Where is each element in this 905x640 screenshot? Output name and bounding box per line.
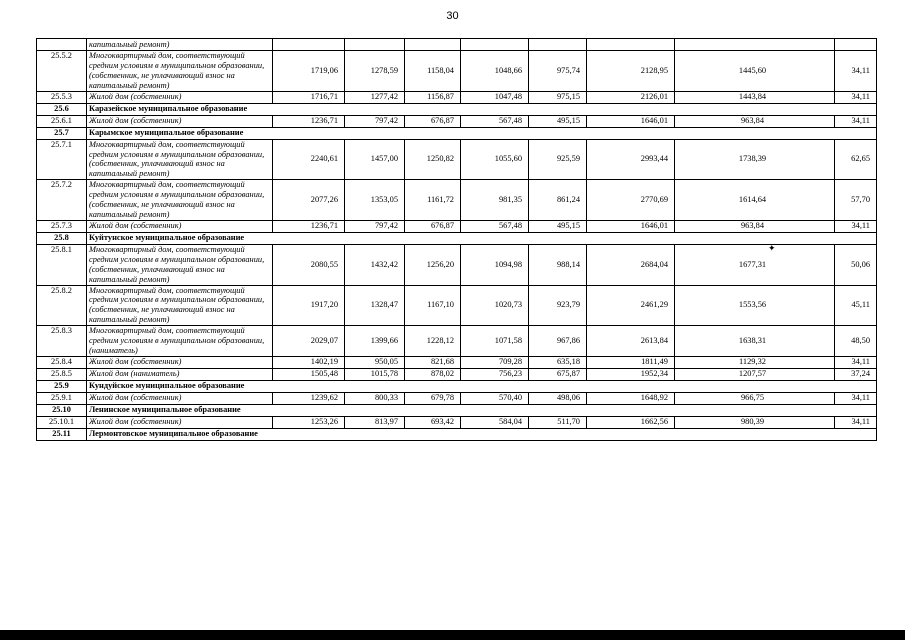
row-value: 676,87	[405, 220, 461, 232]
row-value: 1236,71	[273, 115, 345, 127]
row-value: 1677,31	[675, 244, 835, 285]
row-value: 800,33	[345, 392, 405, 404]
row-description: Жилой дом (собственник)	[87, 416, 273, 428]
row-value: 925,59	[529, 139, 587, 180]
row-value: 1228,12	[405, 326, 461, 357]
row-value: 567,48	[461, 115, 529, 127]
row-value	[835, 39, 877, 51]
row-value: 50,06	[835, 244, 877, 285]
row-value: 967,86	[529, 326, 587, 357]
row-value: 584,04	[461, 416, 529, 428]
row-value	[273, 39, 345, 51]
row-description: Многоквартирный дом, соответствующий средним условиям в муниципальном образовании, (собственник, не уплачивающий взнос на капитальный ремонт)	[87, 180, 273, 221]
table-body	[37, 39, 877, 441]
row-description: Жилой дом (собственник)	[87, 392, 273, 404]
section-code: 25.10	[37, 404, 87, 416]
row-code	[37, 39, 87, 51]
row-value: 1015,78	[345, 368, 405, 380]
row-description: Жилой дом (наниматель)	[87, 368, 273, 380]
section-title: Лермонтовское муниципальное образование	[87, 428, 877, 440]
row-value: 62,65	[835, 139, 877, 180]
row-value: 2770,69	[587, 180, 675, 221]
row-code: 25.7.1	[37, 139, 87, 180]
row-description: Многоквартирный дом, соответствующий средним условиям в муниципальном образовании, (собственник, уплачивающий взнос на капитальный ремонт)	[87, 139, 273, 180]
row-value: 1236,71	[273, 220, 345, 232]
row-value: 1738,39	[675, 139, 835, 180]
row-value: 1402,19	[273, 356, 345, 368]
row-description: Многоквартирный дом, соответствующий средним условиям в муниципальном образовании, (собственник, не уплачивающий взнос на капитальный ремонт)	[87, 51, 273, 92]
section-row	[37, 103, 877, 115]
row-value: 878,02	[405, 368, 461, 380]
section-row	[37, 404, 877, 416]
row-value: 2993,44	[587, 139, 675, 180]
table-row	[37, 326, 877, 357]
row-value: 34,11	[835, 392, 877, 404]
row-value: 37,24	[835, 368, 877, 380]
row-value: 1239,62	[273, 392, 345, 404]
row-value	[587, 39, 675, 51]
row-value: 34,11	[835, 91, 877, 103]
row-value: 676,87	[405, 115, 461, 127]
row-value: 2128,95	[587, 51, 675, 92]
row-value: 34,11	[835, 416, 877, 428]
row-value: 1614,64	[675, 180, 835, 221]
row-value: 1250,82	[405, 139, 461, 180]
row-value: 511,70	[529, 416, 587, 428]
table-row	[37, 91, 877, 103]
row-description: Жилой дом (собственник)	[87, 91, 273, 103]
row-value: 1443,84	[675, 91, 835, 103]
row-value: 1129,32	[675, 356, 835, 368]
row-value: 567,48	[461, 220, 529, 232]
row-value: 1432,42	[345, 244, 405, 285]
row-value	[345, 39, 405, 51]
row-value: 797,42	[345, 115, 405, 127]
row-code: 25.8.4	[37, 356, 87, 368]
table-row	[37, 244, 877, 285]
row-code: 25.8.1	[37, 244, 87, 285]
row-value: 48,50	[835, 326, 877, 357]
row-value: 1020,73	[461, 285, 529, 326]
row-value: 1253,26	[273, 416, 345, 428]
row-description: Многоквартирный дом, соответствующий средним условиям в муниципальном образовании, (собственник, уплачивающий взнос на капитальный ремонт)	[87, 244, 273, 285]
row-value: 1445,60	[675, 51, 835, 92]
row-value: 2613,84	[587, 326, 675, 357]
row-value: 821,68	[405, 356, 461, 368]
row-value: 1646,01	[587, 220, 675, 232]
row-value: 963,84	[675, 115, 835, 127]
table-row	[37, 115, 877, 127]
row-value: 756,23	[461, 368, 529, 380]
row-value: 1094,98	[461, 244, 529, 285]
row-value: 963,84	[675, 220, 835, 232]
row-value: 861,24	[529, 180, 587, 221]
table-row	[37, 368, 877, 380]
tariff-table-container	[36, 38, 876, 441]
section-title: Кундуйское муниципальное образование	[87, 380, 877, 392]
table-row	[37, 220, 877, 232]
row-value: 1328,47	[345, 285, 405, 326]
table-row	[37, 392, 877, 404]
scan-bottom-edge	[0, 630, 905, 640]
section-code: 25.11	[37, 428, 87, 440]
row-description: Жилой дом (собственник)	[87, 356, 273, 368]
row-value: 950,05	[345, 356, 405, 368]
row-value: 1158,04	[405, 51, 461, 92]
row-value: 1071,58	[461, 326, 529, 357]
row-code: 25.8.3	[37, 326, 87, 357]
row-value: 693,42	[405, 416, 461, 428]
row-value: 1399,66	[345, 326, 405, 357]
row-value: 1457,00	[345, 139, 405, 180]
row-value: 1719,06	[273, 51, 345, 92]
row-value: 2240,61	[273, 139, 345, 180]
row-value: 1256,20	[405, 244, 461, 285]
row-value: 1161,72	[405, 180, 461, 221]
row-value: 2029,07	[273, 326, 345, 357]
row-value: 1811,49	[587, 356, 675, 368]
row-value: 34,11	[835, 115, 877, 127]
row-value: 975,74	[529, 51, 587, 92]
row-value: 1048,66	[461, 51, 529, 92]
section-row	[37, 127, 877, 139]
row-value: 813,97	[345, 416, 405, 428]
row-value: 34,11	[835, 51, 877, 92]
row-value: 1047,48	[461, 91, 529, 103]
section-row	[37, 428, 877, 440]
row-value	[461, 39, 529, 51]
row-description: Жилой дом (собственник)	[87, 220, 273, 232]
row-value: 1648,92	[587, 392, 675, 404]
row-value: 635,18	[529, 356, 587, 368]
table-row	[37, 139, 877, 180]
row-value: 1553,56	[675, 285, 835, 326]
row-value: 1277,42	[345, 91, 405, 103]
row-value: 495,15	[529, 220, 587, 232]
row-code: 25.5.2	[37, 51, 87, 92]
row-description: Многоквартирный дом, соответствующий средним условиям в муниципальном образовании, (наниматель)	[87, 326, 273, 357]
row-value: 34,11	[835, 356, 877, 368]
section-title: Куйтунское муниципальное образование	[87, 232, 877, 244]
row-value: 57,70	[835, 180, 877, 221]
row-value	[529, 39, 587, 51]
row-value	[675, 39, 835, 51]
row-value	[405, 39, 461, 51]
row-value: 2461,29	[587, 285, 675, 326]
row-value: 1716,71	[273, 91, 345, 103]
row-code: 25.10.1	[37, 416, 87, 428]
row-value: 1917,20	[273, 285, 345, 326]
row-value: 1156,87	[405, 91, 461, 103]
row-value: 1055,60	[461, 139, 529, 180]
row-value: 2126,01	[587, 91, 675, 103]
row-value: 980,39	[675, 416, 835, 428]
section-title: Ленинское муниципальное образование	[87, 404, 877, 416]
section-code: 25.9	[37, 380, 87, 392]
row-value: 2684,04	[587, 244, 675, 285]
row-description: капитальный ремонт)	[87, 39, 273, 51]
row-value: 975,15	[529, 91, 587, 103]
row-code: 25.8.5	[37, 368, 87, 380]
section-code: 25.7	[37, 127, 87, 139]
table-row	[37, 416, 877, 428]
section-code: 25.8	[37, 232, 87, 244]
row-value: 1638,31	[675, 326, 835, 357]
table-row	[37, 285, 877, 326]
row-value: 498,06	[529, 392, 587, 404]
table-row	[37, 39, 877, 51]
row-code: 25.9.1	[37, 392, 87, 404]
row-code: 25.6.1	[37, 115, 87, 127]
table-row	[37, 356, 877, 368]
row-description: Жилой дом (собственник)	[87, 115, 273, 127]
section-title: Каразейское муниципальное образование	[87, 103, 877, 115]
scan-mark-icon: ✦	[768, 243, 776, 253]
row-value: 45,11	[835, 285, 877, 326]
row-value: 1662,56	[587, 416, 675, 428]
row-value: 1952,34	[587, 368, 675, 380]
row-code: 25.7.2	[37, 180, 87, 221]
section-code: 25.6	[37, 103, 87, 115]
row-description: Многоквартирный дом, соответствующий средним условиям в муниципальном образовании, (собственник, не уплачивающий взнос на капитальный ремонт)	[87, 285, 273, 326]
row-value: 34,11	[835, 220, 877, 232]
row-value: 1167,10	[405, 285, 461, 326]
row-value: 2080,55	[273, 244, 345, 285]
page-number: 30	[446, 10, 459, 22]
row-value: 797,42	[345, 220, 405, 232]
row-value: 1505,48	[273, 368, 345, 380]
section-row	[37, 232, 877, 244]
row-code: 25.8.2	[37, 285, 87, 326]
table-row	[37, 180, 877, 221]
row-value: 923,79	[529, 285, 587, 326]
row-value: 495,15	[529, 115, 587, 127]
row-value: 1207,57	[675, 368, 835, 380]
row-value: 966,75	[675, 392, 835, 404]
row-value: 675,87	[529, 368, 587, 380]
row-value: 981,35	[461, 180, 529, 221]
row-value: 709,28	[461, 356, 529, 368]
row-value: 2077,26	[273, 180, 345, 221]
row-value: 988,14	[529, 244, 587, 285]
row-value: 570,40	[461, 392, 529, 404]
tariff-table	[36, 38, 877, 441]
row-code: 25.5.3	[37, 91, 87, 103]
row-value: 1646,01	[587, 115, 675, 127]
row-value: 679,78	[405, 392, 461, 404]
row-value: 1353,05	[345, 180, 405, 221]
row-value: 1278,59	[345, 51, 405, 92]
row-code: 25.7.3	[37, 220, 87, 232]
table-row	[37, 51, 877, 92]
section-row	[37, 380, 877, 392]
section-title: Карымское муниципальное образование	[87, 127, 877, 139]
